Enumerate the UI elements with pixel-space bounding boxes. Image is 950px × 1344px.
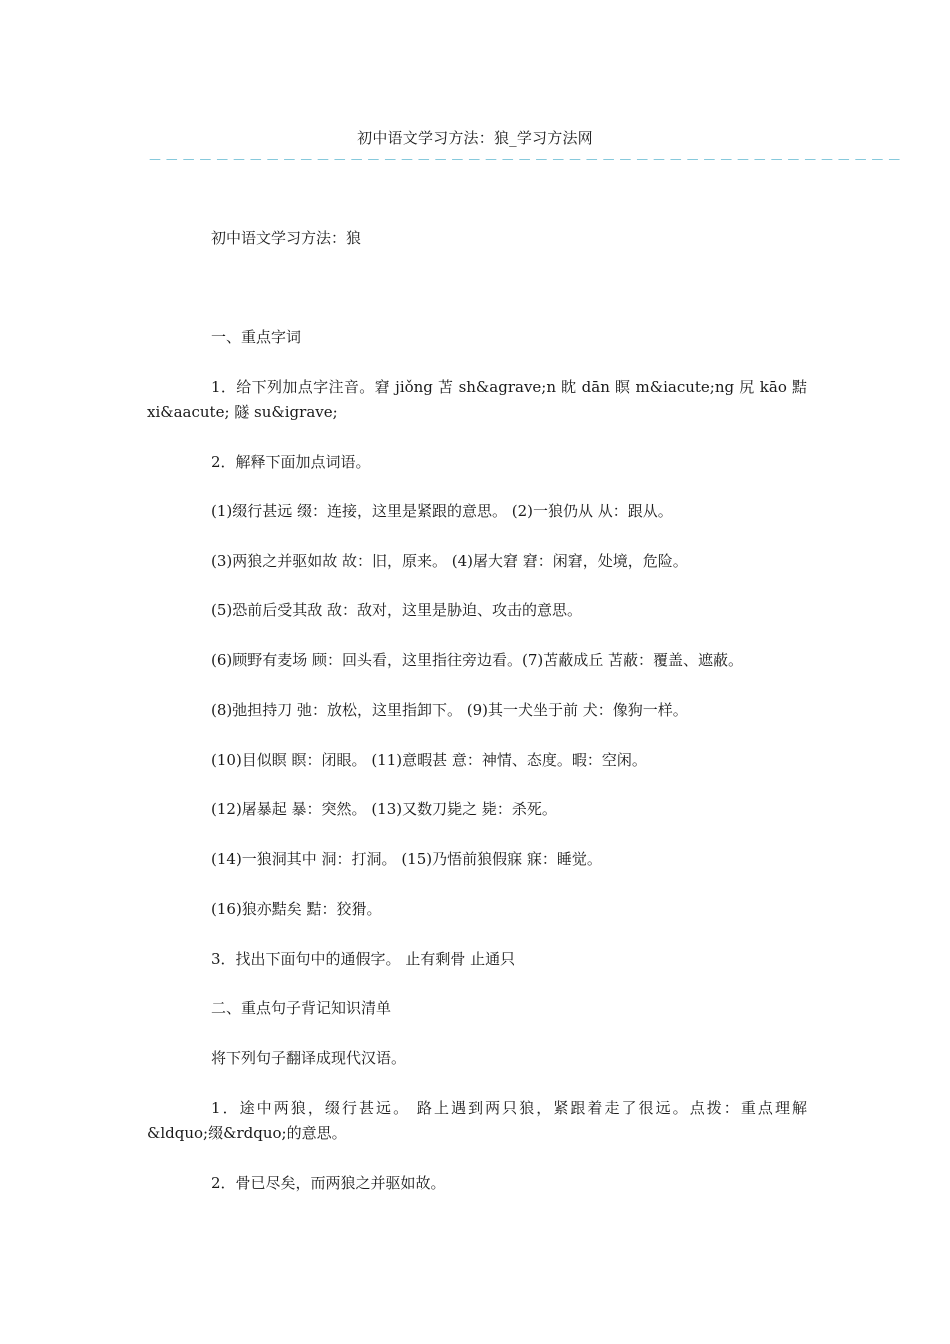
- explanation-line: (5)恐前后受其敌 敌：敌对，这里是胁迫、攻击的意思。: [211, 601, 583, 619]
- sentence-1-line-1: 1．途中两狼，缀行甚远。 路上遇到两只狼，紧跟着走了很远。点拨：重点理解: [211, 1099, 807, 1117]
- explanation-line: (8)弛担持刀 弛：放松，这里指卸下。 (9)其一犬坐于前 犬：像狗一样。: [211, 701, 688, 719]
- section-heading-2: 二、重点句子背记知识清单: [211, 999, 392, 1017]
- page-header-title: 初中语文学习方法：狼_学习方法网: [357, 129, 593, 147]
- header-dashed-rule: －－－－－－－－－－－－－－－－－－－－－－－－－－－－－－－－－－－－－－－－－－－－－: [148, 153, 904, 169]
- explanation-line: (10)目似瞑 瞑：闭眼。 (11)意暇甚 意：神情、态度。暇：空闲。: [211, 751, 647, 769]
- item-1-line-1: 1．给下列加点字注音。窘 jiǒng 苫 sh&agrave;n 眈 dān 瞑 m&iacute;ng 尻 kāo 黠: [211, 378, 807, 396]
- section-heading-1: 一、重点字词: [211, 328, 302, 346]
- article-title: 初中语文学习方法：狼: [211, 229, 362, 247]
- explanation-line: (3)两狼之并驱如故 故：旧，原来。 (4)屠大窘 窘：闲窘，处境，危险。: [211, 552, 688, 570]
- item-1-line-2: xi&aacute; 隧 su&igrave;: [147, 403, 338, 421]
- explanation-line: (14)一狼洞其中 洞：打洞。 (15)乃悟前狼假寐 寐：睡觉。: [211, 850, 602, 868]
- sentence-1-line-2: &ldquo;缀&rdquo;的意思。: [147, 1124, 347, 1142]
- sentence-2: 2．骨已尽矣，而两狼之并驱如故。: [211, 1174, 446, 1192]
- explanation-line: (6)顾野有麦场 顾：回头看，这里指往旁边看。(7)苫蔽成丘 苫蔽：覆盖、遮蔽。: [211, 651, 744, 669]
- explanation-line: (12)屠暴起 暴：突然。 (13)又数刀毙之 毙：杀死。: [211, 800, 557, 818]
- explanation-line: (1)缀行甚远 缀：连接，这里是紧跟的意思。 (2)一狼仍从 从：跟从。: [211, 502, 673, 520]
- explanation-line: (16)狼亦黠矣 黠：狡猾。: [211, 900, 382, 918]
- instruction-text: 将下列句子翻译成现代汉语。: [211, 1049, 407, 1067]
- item-2: 2．解释下面加点词语。: [211, 453, 371, 471]
- item-3: 3．找出下面句中的通假字。 止有剩骨 止通只: [211, 950, 516, 968]
